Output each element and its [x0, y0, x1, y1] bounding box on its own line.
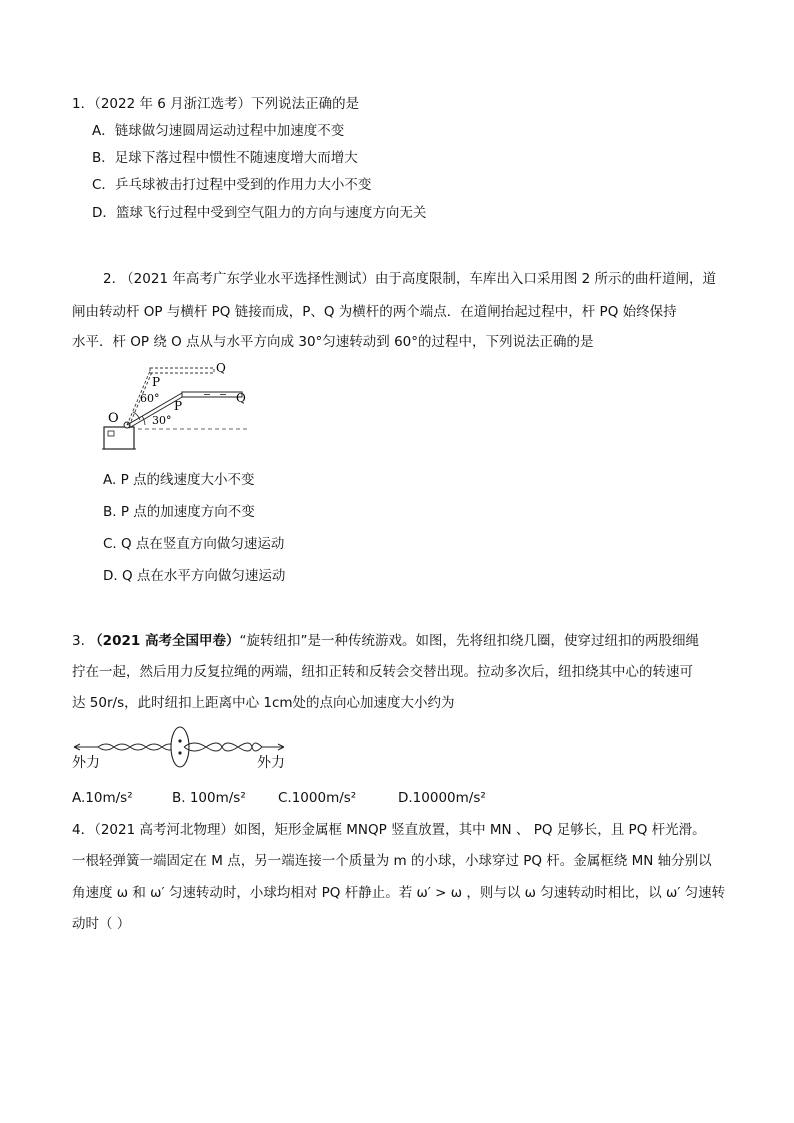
angle-arc-60 [133, 412, 140, 420]
q3-option-b: B. 100m/s² [172, 790, 246, 806]
q2-option-b: B. P 点的加速度方向不变 [103, 504, 255, 520]
q3-stem-rest: “旋转纽扣”是一种传统游戏。如图，先将纽扣绕几圈，使穿过纽扣的两股细绳 [239, 633, 699, 649]
q4-line-4: 动时（ ） [72, 916, 131, 932]
left-force-label: 外力 [72, 755, 100, 771]
rod-pq-upper [150, 368, 214, 373]
q3-source: （2021 高考全国甲卷） [89, 633, 240, 649]
q3-option-d: D.10000m/s² [398, 790, 486, 806]
label-p-lower: P [174, 399, 183, 413]
label-q-upper: Q [216, 361, 226, 375]
q1-stem: 1．（2022 年 6 月浙江选考）下列说法正确的是 [72, 96, 360, 112]
q3-option-a: A.10m/s² [72, 790, 133, 806]
q2-option-c: C. Q 点在竖直方向做匀速运动 [103, 536, 285, 552]
label-p-upper: P [152, 375, 161, 389]
q1-option-d: D．篮球飞行过程中受到空气阻力的方向与速度方向无关 [92, 205, 427, 221]
rod-pq-lower [182, 392, 242, 397]
label-angle-60: 60° [140, 392, 160, 405]
q1-option-a: A．链球做匀速圆周运动过程中加速度不变 [92, 123, 345, 139]
q2-stem-line-3: 水平．杆 OP 绕 O 点从与水平方向成 30°匀速转动到 60°的过程中，下列说法正确的是 [72, 334, 594, 350]
q2-option-d: D. Q 点在水平方向做匀速运动 [103, 568, 286, 584]
barrier-gate-figure [100, 358, 250, 450]
button-hole-bottom [178, 751, 181, 754]
q2-stem-line-2: 闸由转动杆 OP 与横杆 PQ 链接而成，P、Q 为横杆的两个端点．在道闸抬起过程中，杆 PQ 始终保持 [72, 304, 677, 320]
q1-option-c: C．乒乓球被击打过程中受到的作用力大小不变 [92, 177, 372, 193]
button-disc [171, 727, 189, 767]
gate-base [104, 427, 134, 449]
q3-option-c: C.1000m/s² [278, 790, 357, 806]
q3-number: 3. [72, 633, 90, 649]
label-o: O [108, 411, 119, 426]
q3-stem-line-3: 达 50r/s，此时纽扣上距离中心 1cm处的点向心加速度大小约为 [72, 695, 455, 711]
q4-line-3: 角速度 ω 和 ω′ 匀速转动时，小球均相对 PQ 杆静止。若 ω′ > ω ，则与以 ω 匀速转动时相比，以 ω′ 匀速转 [72, 885, 726, 901]
q3-stem-line-2: 拧在一起，然后用力反复拉绳的两端，纽扣正转和反转会交替出现。拉动多次后，纽扣绕其中心的转速可 [72, 664, 693, 680]
q2-option-a: A. P 点的线速度大小不变 [103, 472, 255, 488]
q4-line-2: 一根轻弹簧一端固定在 M 点，另一端连接一个质量为 m 的小球，小球穿过 PQ 杆。金属框绕 MN 轴分别以 [72, 853, 712, 869]
q2-stem-line-1: 2. （2021 年高考广东学业水平选择性测试）由于高度限制，车库出入口采用图 2 所示的曲杆道闸，道 [103, 271, 716, 287]
q4-line-1: 4．（2021 高考河北物理）如图，矩形金属框 MNQP 竖直放置，其中 MN 、 PQ 足够长，且 PQ 杆光滑。 [72, 822, 706, 838]
right-force-label: 外力 [257, 755, 285, 771]
button-hole-top [178, 739, 181, 742]
q1-option-b: B．足球下落过程中惯性不随速度增大而增大 [92, 150, 358, 166]
label-q-lower: Q [236, 391, 246, 405]
label-angle-30: 30° [152, 414, 172, 427]
q3-stem-line-1 [72, 631, 699, 651]
